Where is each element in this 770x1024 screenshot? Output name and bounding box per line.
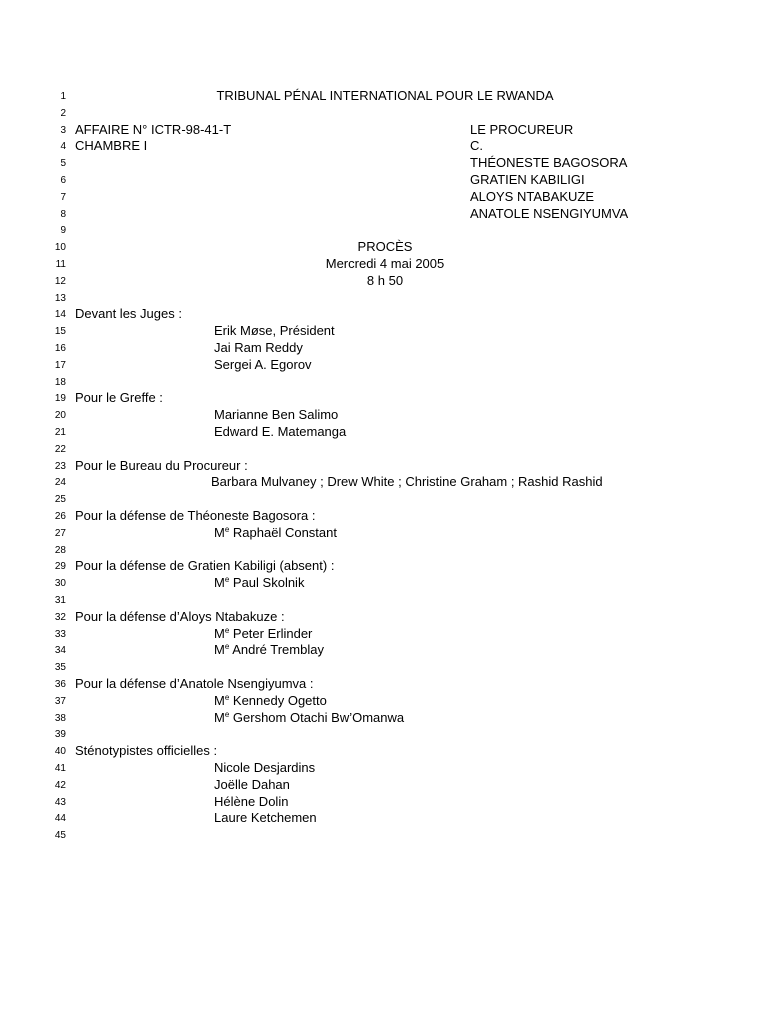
line-number: 9 [60,225,66,237]
transcript-line [0,542,770,559]
counsel-name [214,575,304,591]
judges-heading: Devant les Juges : [75,306,182,322]
transcript-line [0,474,770,491]
line-number: 15 [54,326,66,338]
line-number: 18 [54,376,66,388]
line-number: 2 [60,107,66,119]
line-number: 36 [54,679,66,690]
transcript-line [0,609,770,626]
line-number: 37 [54,695,66,707]
transcript-line [0,760,770,777]
transcript-line [0,693,770,710]
session-type: PROCÈS [357,239,413,255]
transcript-line [0,239,770,256]
transcript-line [0,743,770,760]
transcript-line [0,659,770,676]
transcript-line [0,626,770,643]
counsel-title-prefix: M [214,575,225,591]
line-number: 23 [54,460,66,472]
line-number: 1 [60,91,66,102]
line-number: 34 [54,645,66,657]
line-number: 19 [54,393,66,405]
line-number: 42 [54,779,66,791]
transcript-line [0,222,770,239]
line-number: 5 [60,158,66,170]
line-number: 40 [54,746,66,758]
chamber: CHAMBRE I [75,138,148,154]
line-number: 14 [54,309,66,321]
party-versus: C. [470,138,483,154]
transcript-line [0,138,770,155]
transcript-line [0,374,770,391]
line-number: 16 [54,343,66,354]
stenographers-heading: Sténotypistes officielles : [75,743,218,759]
counsel-title-prefix: M [214,524,225,540]
defense-heading: Pour la défense de Gratien Kabiligi (absent) : [75,558,335,574]
line-number: 7 [60,191,66,203]
line-number: 28 [54,544,66,556]
document-title: TRIBUNAL PÉNAL INTERNATIONAL POUR LE RWANDA [216,88,554,103]
transcript-line [0,122,770,139]
counsel-name-text: Raphaël Constant [229,524,337,540]
transcript-line [0,508,770,525]
transcript-line [0,441,770,458]
defense-heading: Pour la défense d’Anatole Nsengiyumva : [75,676,314,691]
transcript-line [0,491,770,508]
party-accused: ANATOLE NSENGIYUMVA [470,205,629,221]
registry-name: Edward E. Matemanga [214,424,347,439]
counsel-title-superscript: e [224,642,230,652]
transcript-line [0,88,770,105]
counsel-title-superscript: e [224,692,230,702]
line-number: 45 [54,830,66,842]
transcript-line [0,407,770,424]
transcript-line [0,206,770,223]
line-number: 10 [54,242,66,254]
transcript-line [0,558,770,575]
counsel-name [214,626,312,642]
transcript-line [0,642,770,659]
transcript-line [0,827,770,844]
line-number: 26 [54,511,66,522]
judge-name: Sergei A. Egorov [214,356,312,372]
transcript-line [0,810,770,827]
stenographer-name: Nicole Desjardins [214,760,316,775]
transcript-line [0,105,770,122]
counsel-name [214,710,404,726]
line-number: 21 [54,427,66,438]
line-number: 33 [54,628,66,640]
line-number: 3 [60,124,66,136]
transcript-line [0,189,770,206]
defense-heading: Pour la défense d’Aloys Ntabakuze : [75,608,285,624]
line-number: 24 [54,477,66,489]
counsel-title-superscript: e [224,575,230,585]
line-number: 22 [54,443,66,455]
counsel-name-text: Peter Erlinder [229,625,313,641]
transcript-line [0,155,770,172]
line-number: 29 [54,561,66,573]
transcript-line [0,525,770,542]
counsel-name [214,642,324,658]
counsel-title-superscript: e [224,709,230,719]
transcript-line [0,710,770,727]
counsel-name [214,525,337,541]
party-prosecutor: LE PROCUREUR [470,121,574,137]
party-accused: THÉONESTE BAGOSORA [470,155,628,171]
line-number: 38 [54,712,66,724]
session-date: Mercredi 4 mai 2005 [325,256,445,271]
transcript-line [0,424,770,441]
transcript-line [0,273,770,290]
counsel-title-superscript: e [224,625,230,635]
judge-name: Erik Møse, Président [214,323,335,339]
counsel-title-prefix: M [214,692,225,708]
counsel-name-text: Gershom Otachi Bw’Omanwa [229,709,405,725]
transcript-line [0,794,770,811]
counsel-title-prefix: M [214,625,225,641]
party-accused: ALOYS NTABAKUZE [470,188,595,204]
counsel-title-prefix: M [214,642,225,658]
counsel-title-superscript: e [224,524,230,534]
defense-heading: Pour la défense de Théoneste Bagosora : [75,508,316,523]
registry-name: Marianne Ben Salimo [214,407,339,423]
line-number: 20 [54,410,66,422]
transcript-line [0,290,770,307]
line-number: 4 [60,141,66,153]
counsel-name [214,693,327,709]
party-accused: GRATIEN KABILIGI [470,172,585,187]
transcript-line [0,676,770,693]
line-number: 41 [54,763,66,774]
stenographer-name: Hélène Dolin [214,793,289,809]
line-number: 17 [54,359,66,371]
counsel-title-prefix: M [214,709,225,725]
transcript-line [0,777,770,794]
transcript-line [0,592,770,609]
prosecution-names: Barbara Mulvaney ; Drew White ; Christine Graham ; Rashid Rashid [211,474,603,490]
line-number: 35 [54,662,66,674]
line-number: 30 [54,578,66,590]
line-number: 31 [54,595,66,606]
transcript-line [0,306,770,323]
line-number: 39 [54,729,66,741]
stenographer-name: Laure Ketchemen [214,810,317,826]
line-number: 6 [60,175,66,186]
line-number: 11 [55,259,66,270]
transcript-line [0,256,770,273]
counsel-name-text: André Tremblay [229,642,324,658]
line-number: 13 [54,292,66,304]
counsel-name-text: Paul Skolnik [229,575,305,591]
transcript-line [0,458,770,475]
line-number: 43 [54,796,66,808]
registry-heading: Pour le Greffe : [75,390,163,406]
line-number: 44 [54,813,66,825]
session-time: 8 h 50 [366,272,404,288]
transcript-line [0,323,770,340]
transcript-line [0,575,770,592]
line-number: 32 [54,611,66,623]
line-number: 25 [54,494,66,506]
line-number: 8 [60,208,66,220]
transcript-line [0,390,770,407]
judge-name: Jai Ram Reddy [214,340,303,355]
case-number: AFFAIRE N° ICTR-98-41-T [75,121,232,137]
prosecution-heading: Pour le Bureau du Procureur : [75,457,248,473]
counsel-name-text: Kennedy Ogetto [229,692,327,708]
transcript-line [0,340,770,357]
stenographer-name: Joëlle Dahan [214,776,290,792]
line-number: 12 [54,275,66,287]
line-number: 27 [54,527,66,539]
transcript-line [0,172,770,189]
transcript-line [0,357,770,374]
transcript-line [0,726,770,743]
